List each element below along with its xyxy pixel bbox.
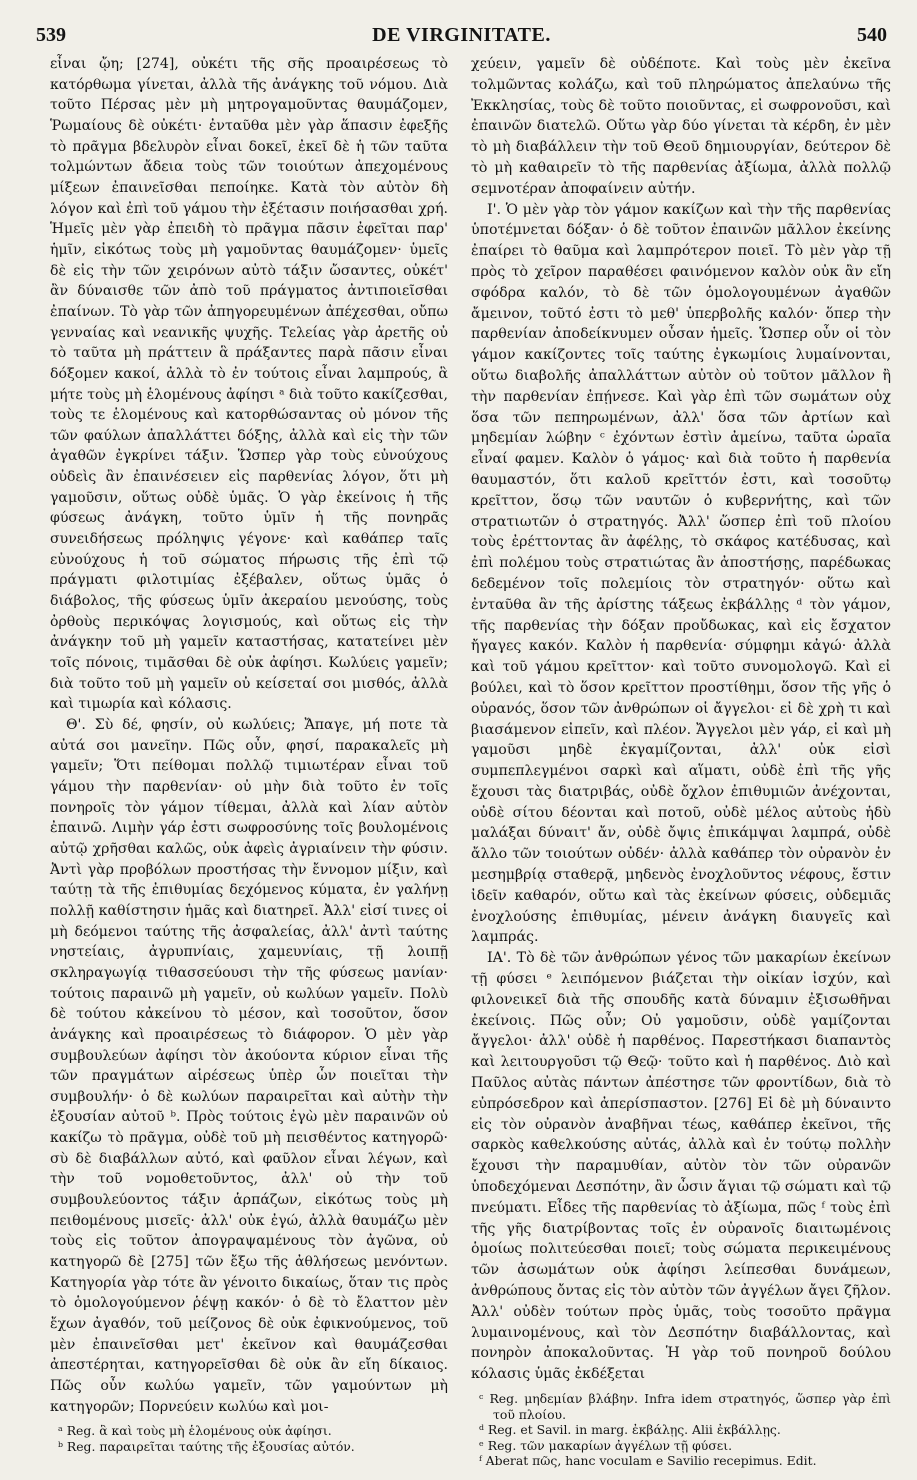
right-paragraph: ΙΑ'. Τὸ δὲ τῶν ἀνθρώπων γένος τῶν μακαρίων ἐκείνων τῇ φύσει ᵉ λειπόμενον βιάζεται τὴν οἰκίαν ἰσχύν, καὶ φιλονεικεῖ διὰ τῆς σπουδῆς κατὰ δύναμιν ἐξισωθῆναι ἐκείνοις. Πῶς οὖν; Οὐ γαμοῦσιν, οὐδὲ γαμίζονται ἄγγελοι· ἀλλ' οὐδὲ ἡ παρθένος. Παρεστήκασι διαπαντὸς καὶ λειτουργοῦσι τῷ Θεῷ· τοῦτο καὶ ἡ παρθένος. Διὸ καὶ Παῦλος αὐτὰς πάντων ἀπέστησε τῶν φροντίδων, διὰ τὸ εὐπρόσεδρον καὶ ἀπερίσπαστον. [276] Εἰ δὲ μὴ δύναιντο εἰς τὸν οὐρανὸν ἀναβῆναι τέως, καθάπερ ἐκεῖνοι, τῆς σαρκὸς καθελκούσης αὐτάς, ἀλλὰ καὶ ἐν τούτῳ πολλὴν ἔχουσι τὴν παραμυθίαν, αὐτὸν τὸν τῶν οὐρανῶν ὑποδεχόμεναι Δεσπότην, ἂν ὦσιν ἅγιαι τῷ σώματι καὶ τῷ πνεύματι. Εἶδες τῆς παρθενίας τὸ ἀξίωμα, πῶς ᶠ τοὺς ἐπὶ τῆς γῆς διατρίβοντας τοῖς ἐν οὐρανοῖς διαιτωμένοις ὁμοίως πολιτεύεσθαι ποιεῖ; τοὺς σώματα περικειμένους τῶν ἀσωμάτων οὐκ ἀφίησι λείπεσθαι δυνάμεων, ἀνθρώπους ὄντας εἰς τὸν αὐτὸν τῶν ἀγγέλων ἄγει ζῆλον. Ἀλλ' οὐδὲν τούτων πρὸς ὑμᾶς, τοὺς τοσοῦτο πρᾶγμα λυμαινομένους, καὶ τὸν Δεσπότην διαβάλλοντας, καὶ πονηρὸν ἀποκαλοῦντας. Ἡ γὰρ τοῦ πονηροῦ δούλου κόλασις ὑμᾶς ἐκδέξεται [471,950,891,1383]
right-column [471,54,891,1468]
right-paragraph: Ι'. Ὁ μὲν γὰρ τὸν γάμον κακίζων καὶ τὴν τῆς παρθενίας ὑποτέμνεται δόξαν· ὁ δὲ τοῦτον ἐπαινῶν μᾶλλον ἐκείνης ἐπαίρει τὸ θαῦμα καὶ λαμπρότερον ποιεῖ. Τὸ μὲν γὰρ τῇ πρὸς τὸ χεῖρον παραθέσει φαινόμενον καλὸν οὐκ ἂν εἴη σφόδρα καλόν, τὸ δὲ τῶν ὁμολογουμένων ἀγαθῶν ἄμεινον, τοῦτό ἐστι τὸ μεθ' ὑπερβολῆς καλόν· ὅπερ τὴν παρθενίαν ἀποδείκνυμεν οὖσαν ἡμεῖς. Ὥσπερ οὖν οἱ τὸν γάμον κακίζοντες τοῖς ταύτης ἐγκωμίοις λυμαίνονται, οὕτω διαβολῆς ἀπαλλάττων αὐτὸν οὐ τοῦτον μᾶλλον ἢ τὴν παρθενίαν ἐπῄνεσε. Καὶ γὰρ ἐπὶ τῶν σωμάτων οὐχ ὅσα τῶν πεπηρωμένων, ἀλλ' ὅσα τῶν ἀρτίων καὶ μηδεμίαν λώβην ᶜ ἐχόντων ἐστὶν ἀμείνω, ταῦτα ὡραῖα εἶναί φαμεν. Καλὸν ὁ γάμος· καὶ διὰ τοῦτο ἡ παρθενία θαυμαστόν, ὅτι καλοῦ κρεῖττόν ἐστι, καὶ τοσοῦτῳ κρεῖττον, ὅσῳ τῶν ναυτῶν ὁ κυβερνήτης, καὶ τῶν στρατιωτῶν ὁ στρατηγός. Ἀλλ' ὥσπερ ἐπὶ τοῦ πλοίου τοὺς ἐρέττοντας ἂν ἀφέλῃς, τὸ σκάφος κατέδυσας, καὶ ἐπὶ πολέμου τοὺς στρατιώτας ἂν ἀποστήσῃς, παρέδωκας δεδεμένον τοῖς πολεμίοις τὸν στρατηγόν· οὕτω καὶ ἐνταῦθα ἂν τῆς ἀρίστης τάξεως ἐκβάλλῃς ᵈ τὸν γάμον, τῆς παρθενίας τὴν δόξαν προὔδωκας, καὶ εἰς ἔσχατον ἤγαγες κακόν. Καλὸν ἡ παρθενία· σύμφημι κἀγώ· ἀλλὰ καὶ τοῦ γάμου κρεῖττον· καὶ τοῦτο συνομολογῶ. Καὶ εἰ βούλει, καὶ τὸ ὅσον κρεῖττον προστίθημι, ὅσον τῆς γῆς ὁ οὐρανός, ὅσον τῶν ἀνθρώπων οἱ ἄγγελοι· εἰ δὲ χρὴ τι καὶ βιασάμενον εἰπεῖν, καὶ πλέον. Ἄγγελοι μὲν γάρ, εἰ καὶ μὴ γαμοῦσι μηδὲ ἐκγαμίζονται, ἀλλ' οὐκ εἰσὶ συμπεπλεγμένοι σαρκὶ καὶ αἵματι, οὐδὲ ἐπὶ τῆς γῆς ἔχουσι τὰς διατριβάς, οὐδὲ ὄχλον ἐπιθυμιῶν ἀνέχονται, οὐδὲ σίτου δέονται καὶ ποτοῦ, οὐδὲ μέλος αὐτοὺς ἡδὺ μαλάξαι δύναιτ' ἄν, οὐδὲ ὄψις ἐπικάμψαι λαμπρά, οὐδὲ ἄλλο τῶν τοιούτων οὐδέν· ἀλλὰ καθάπερ τὸν οὐρανὸν ἐν μεσημβρίᾳ σταθερᾷ, μηδενὸς ἐνοχλοῦντος νέφους, ἔστιν ἰδεῖν καθαρόν, οὕτω καὶ τὰς ἐκείνων φύσεις, οὐδεμιᾶς ἐνοχλούσης ἐπιθυμίας, μένειν ἀνάγκη διαυγεῖς καὶ λαμπράς. [471,201,891,946]
left-footnotes [50,1423,448,1454]
page-number-left: 539 [36,24,66,46]
footnote: ᶜ Reg. μηδεμίαν βλάβην. Infra idem στρατηγός, ὥσπερ γὰρ ἐπὶ τοῦ πλοίου. [479,1391,891,1422]
running-header [36,24,887,50]
footnote: ᵇ Reg. παραιρεῖται ταύτης τῆς ἐξουσίας αὐτόν. [58,1438,355,1454]
footnote: ᵉ Reg. τῶν μακαρίων ἀγγέλων τῇ φύσει. [479,1437,733,1453]
footnote: ᵃ Reg. ἃ καὶ τοὺς μὴ ἑλομένους οὐκ ἀφίησι. [58,1423,332,1439]
left-column [50,54,448,1454]
footnote: ᵈ Reg. et Savil. in marg. ἐκβάλῃς. Alii ἐκβάλλῃς. [479,1422,781,1437]
page-number-right: 540 [857,24,887,46]
footnote: ᶠ Aberat πῶς, hanc voculam e Savilio recepimus. Edit. [479,1453,817,1468]
running-title: DE VIRGINITATE. [372,24,551,46]
left-paragraph: εἶναι ᾤη; [274], οὐκέτι τῆς σῆς προαιρέσεως τὸ κατόρθωμα γίνεται, ἀλλὰ τῆς ἀνάγκης τοῦ νόμου. Διὰ τοῦτο Πέρσας μὲν μὴ μητρογαμοῦντας θαυμάζομεν, Ῥωμαίους δὲ οὐκέτι· ἐνταῦθα μὲν γὰρ ἅπασιν ἐφεξῆς τὸ πρᾶγμα βδελυρὸν εἶναι δοκεῖ, ἐκεῖ δὲ ἡ τῶν ταῦτα τολμώντων ἄδεια τοὺς τῶν τοιούτων ἀπεχομένους μίξεων ἐπαινεῖσθαι πεποίηκε. Κατὰ τὸν αὐτὸν δὴ λόγον καὶ ἐπὶ τοῦ γάμου τὴν ἐξέτασιν ποιήσασθαι χρή. Ἡμεῖς μὲν γὰρ ἐπειδὴ τὸ πρᾶγμα πᾶσιν ἐφεῖται παρ' ἡμῖν, εἰκότως τοὺς μὴ γαμοῦντας θαυμάζομεν· ὑμεῖς δὲ εἰς τὴν τῶν χειρόνων αὐτὸ τάξιν ὤσαντες, οὐκέτ' ἂν δύναισθε τῶν ἀπὸ τοῦ πράγματος ἀντιποιεῖσθαι ἐπαίνων. Τὸ γὰρ τῶν ἀπηγορευμένων ἀπέχεσθαι, οὔπω γενναίας καὶ νεανικῆς ψυχῆς. Τελείας γὰρ ἀρετῆς οὐ τὸ ταῦτα μὴ πράττειν ἃ πράξαντες παρὰ πᾶσιν εἶναι δόξομεν κακοί, ἀλλὰ τὸ ἐν τούτοις εἶναι λαμπρούς, ἃ μήτε τοὺς μὴ ἑλομένους ἀφίησι ᵃ διὰ τοῦτο κακίζεσθαι, τοὺς τε ἑλομένους καὶ κατορθώσαντας οὐ μόνον τῆς τῶν φαύλων ἀπαλλάττει δόξης, ἀλλὰ καὶ εἰς τὴν τῶν ἀγαθῶν ἐγκρίνει τάξιν. Ὥσπερ γὰρ τοὺς εὐνούχους οὐδεὶς ἂν ἐπαινέσειεν εἰς παρθενίας λόγον, ὅτι μὴ γαμοῦσιν, οὕτως οὐδὲ ὑμᾶς. Ὁ γὰρ ἐκείνοις ἡ τῆς φύσεως ἀνάγκη, τοῦτο ὑμῖν ἡ τῆς πονηρᾶς συνειδήσεως πρόληψις γέγονε· καὶ καθάπερ ταῖς εὐνούχους ἡ τοῦ σώματος πήρωσις τῆς ἐπὶ τῷ πράγματι φιλοτιμίας ἐξέβαλεν, οὕτως ὑμᾶς ὁ διάβολος, τῆς φύσεως ὑμῖν ἀκεραίου μενούσης, τοὺς ὀρθοὺς περικόψας λογισμούς, καὶ οὕτως εἰς τὴν ἀνάγκην τοῦ μὴ γαμεῖν καταστήσας, κατατείνει μὲν τοῖς πόνοις, τιμᾶσθαι δὲ οὐκ ἀφίησι. Κωλύεις γαμεῖν; διὰ τοῦτο τοῦ μὴ γαμεῖν οὐ κείσεταί σοι μισθός, ἀλλὰ καὶ τιμωρία καὶ κόλασις. [50,56,448,713]
right-paragraph: χεύειν, γαμεῖν δὲ οὐδέποτε. Καὶ τοὺς μὲν ἐκεῖνα τολμῶντας κολάζω, καὶ τοῦ πληρώματος ἀπελαύνω τῆς Ἐκκλησίας, τοὺς δὲ τοῦτο ποιοῦντας, εἰ σωφρονοῦσι, καὶ ἐπαινῶν διατελῶ. Οὕτω γὰρ δύο γίνεται τὰ κέρδη, ἐν μὲν τὸ μὴ διαβάλλειν τὴν τοῦ Θεοῦ δημιουργίαν, δεύτερον δὲ τὸ μὴ καθαιρεῖν τὸ τῆς παρθενίας ἀξίωμα, ἀλλὰ πολλῷ σεμνοτέραν ἀποφαίνειν αὐτήν. [471,56,891,197]
left-paragraph: Θ'. Σὺ δέ, φησίν, οὐ κωλύεις; Ἄπαγε, μή ποτε τὰ αὐτά σοι μανεῖην. Πῶς οὖν, φησί, παρακαλεῖς μὴ γαμεῖν; Ὅτι πείθομαι πολλῷ τιμιωτέραν εἶναι τοῦ γάμου τὴν παρθενίαν· οὐ μὴν διὰ τοῦτο ἐν τοῖς πονηροῖς τὸν γάμον τίθεμαι, ἀλλὰ καὶ λίαν αὐτὸν ἐπαινῶ. Λιμὴν γάρ ἐστι σωφροσύνης τοῖς βουλομένοις αὐτῷ χρῆσθαι καλῶς, οὐκ ἀφεὶς ἀγριαίνειν τὴν φύσιν. Ἀντὶ γὰρ προβόλων προστήσας τὴν ἔννομον μίξιν, καὶ ταύτῃ τὰ τῆς ἐπιθυμίας δεχόμενος κύματα, ἐν γαλήνῃ πολλῇ καθίστησιν ἡμᾶς καὶ διατηρεῖ. Ἀλλ' εἰσί τινες οἱ μὴ δεόμενοι ταύτης τῆς ἀσφαλείας, ἀλλ' ἀντὶ ταύτης νηστείαις, ἀγρυπνίαις, χαμευνίαις, τῇ λοιπῇ σκληραγωγίᾳ τιθασσεύουσι τὴν τῆς φύσεως μανίαν· τούτοις παραινῶ μὴ γαμεῖν, οὐ κωλύων γαμεῖν. Πολὺ δὲ τούτου κἀκείνου τὸ μέσον, καὶ τοσοῦτον, ὅσον ἀνάγκης καὶ προαιρέσεως τὸ διάφορον. Ὁ μὲν γὰρ συμβουλεύων ἀφίησι τὸν ἀκούοντα κύριον εἶναι τῆς τῶν πραγμάτων αἱρέσεως ὑπὲρ ὧν ποιεῖται τὴν συμβουλήν· ὁ δὲ κωλύων παραιρεῖται καὶ αὐτὴν τὴν ἐξουσίαν αὐτοῦ ᵇ. Πρὸς τούτοις ἐγὼ μὲν παραινῶν οὐ κακίζω τὸ πρᾶγμα, οὐδὲ τοῦ μὴ πεισθέντος κατηγορῶ· σὺ δὲ διαβάλλων αὐτό, καὶ φαῦλον εἶναι λέγων, καὶ τὴν τοῦ νομοθετοῦντος, ἀλλ' οὐ τὴν τοῦ συμβουλεύοντος τάξιν ἁρπάζων, εἰκότως τοὺς μὴ πειθομένους μισεῖς· ἀλλ' οὐκ ἐγώ, ἀλλὰ θαυμάζω μὲν τοὺς εἰς τοῦτον ἀπογραψαμένους τὸν ἀγῶνα, οὐ κατηγορῶ δὲ [275] τῶν ἔξω τῆς ἀθλήσεως μενόντων. Κατηγορία γὰρ τότε ἂν γένοιτο δικαίως, ὅταν τις πρὸς τὸ ὁμολογούμενον ῥέψῃ κακόν· ὁ δὲ τὸ ἔλαττον μὲν ἔχων ἀγαθόν, τοῦ μείζονος δὲ οὐκ ἐφικνούμενος, τοῦ μὲν ἐπαινεῖσθαι μετ' ἐκεῖνον καὶ θαυμάζεσθαι ἀπεστέρηται, κατηγορεῖσθαι δὲ οὐκ ἂν εἴη δίκαιος. Πῶς οὖν κωλύω γαμεῖν, τῶν γαμούντων μὴ κατηγορῶν; Πορνεύειν κωλύω καὶ μοι- [50,717,448,1415]
right-footnotes [471,1391,891,1469]
